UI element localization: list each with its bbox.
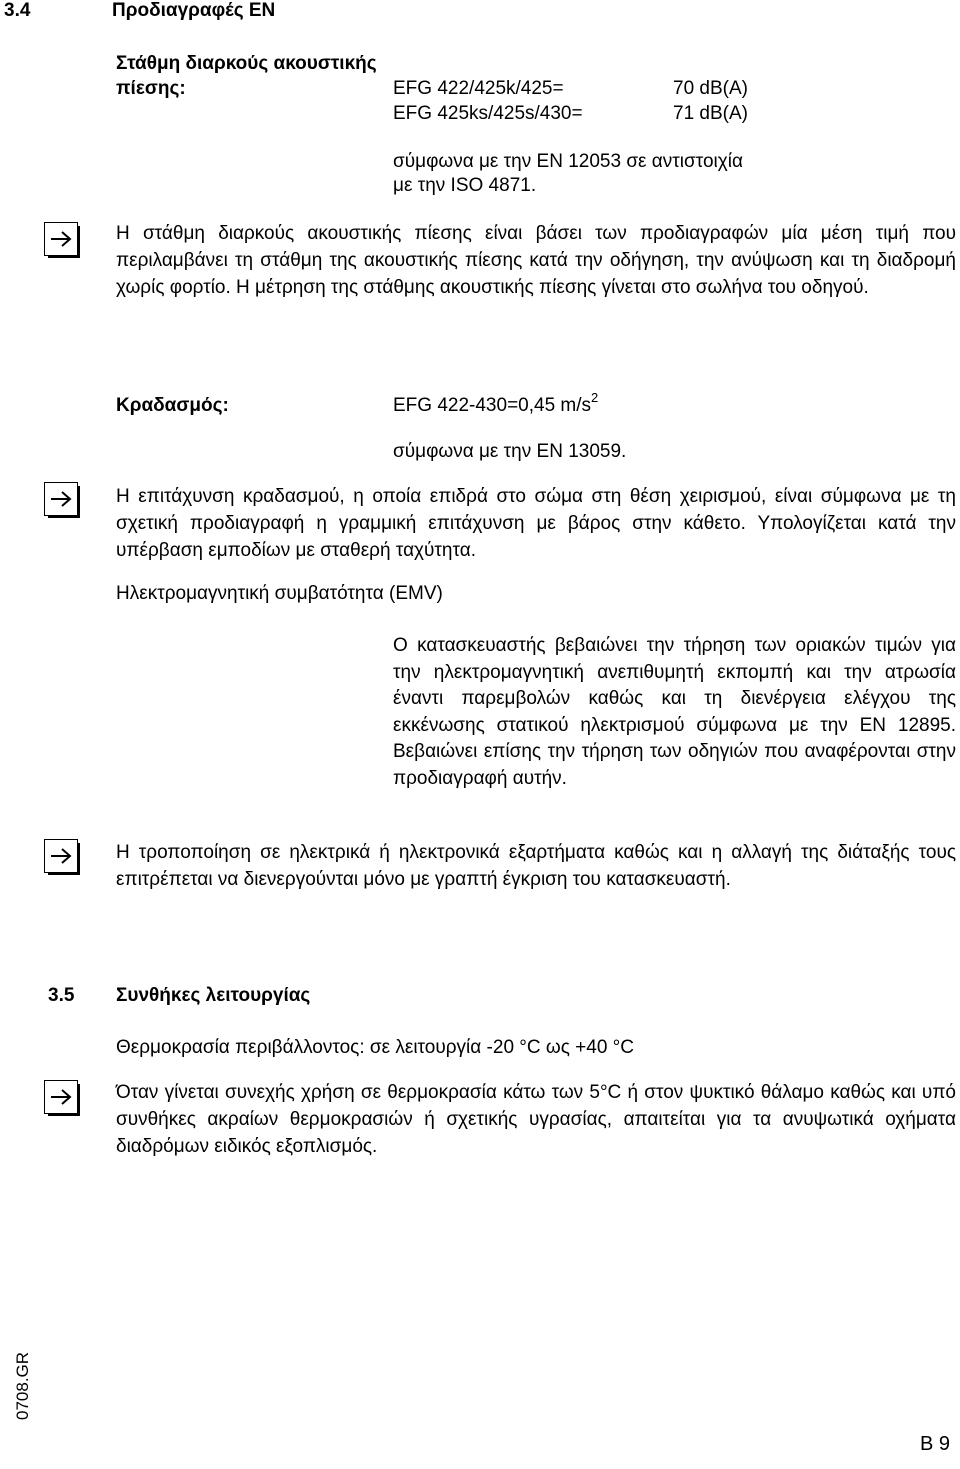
sound-value-2: 71 dB(A) (673, 103, 748, 124)
note-cold-conditions: Όταν γίνεται συνεχής χρήση σε θερμοκρασία κάτω των 5°C ή στον ψυκτικό θάλαμο καθώς και υπό συνθήκες ακραίων θερμοκρασιών ή σχετικής υγρασίας, απαιτείται για τα ανυψωτικά οχήματα διαδρόμων ειδικός εξοπλισμός. (116, 1082, 956, 1157)
note-arrow-box (44, 1080, 78, 1114)
note-vibration-explanation: Η επιτάχυνση κραδασμού, η οποία επιδρά στο σώμα στη θέση χειρισμού, είναι σύμφωνα με τη σχετική προδιαγραφή η γραμμική επιτάχυνση με βάρος στην κάθετο. Υπολογίζεται κατά την υπέρβαση εμποδίων με σταθερή ταχύτητα. (116, 486, 956, 561)
note-arrow-box (44, 839, 78, 873)
sound-standard-line1: σύμφωνα με την EN 12053 σε αντιστοιχία (393, 151, 743, 172)
sound-model-1: EFG 422/425k/425= (393, 78, 564, 99)
note-arrow-box (44, 482, 78, 516)
sound-label-line1: Στάθμη διαρκούς ακουστικής (116, 53, 377, 74)
vibration-label: Κραδασμός: (116, 395, 229, 416)
note-sound-explanation: Η στάθμη διαρκούς ακουστικής πίεσης είναι βάσει των προδιαγραφών μία μέση τιμή που περιλαμβάνει τη στάθμη της ακουστικής πίεσης κατά την οδήγηση, την ανύψωση και τη διαδρομή χωρίς φορτίο. Η μέτρηση της στάθμης ακουστικής πίεσης γίνεται στο σωλήνα του οδηγού. (116, 223, 956, 298)
sound-model-2: EFG 425ks/425s/430= (393, 103, 583, 124)
sound-value-1: 70 dB(A) (673, 78, 748, 99)
section-number: 3.4 (4, 0, 31, 21)
temperature-range: Θερμοκρασία περιβάλλοντος: σε λειτουργία -20 °C ως +40 °C (116, 1037, 634, 1058)
vibration-value-text: EFG 422-430=0,45 m/s (393, 395, 592, 416)
document-code: 0708.GR (13, 1351, 32, 1420)
vibration-standard: σύμφωνα με την EN 13059. (393, 441, 627, 462)
arrow-right-icon (49, 1087, 73, 1107)
emc-text: Ο κατασκευαστής βεβαιώνει την τήρηση των οριακών τιμών για την ηλεκτρομαγνητική ανεπιθυμητή εκπομπή και την ατρωσία έναντι παρεμβολών καθώς και τη διενέργεια ελέγχου της εκκένωσης στατικού ηλεκτρισμού σύμφωνα με την EN 12895. Βεβαιώνει επίσης την τήρηση των οδηγιών που αναφέρονται στην προδιαγραφή αυτήν. (393, 635, 956, 789)
vibration-value-exponent: 2 (591, 389, 599, 405)
arrow-right-icon (49, 229, 73, 249)
sound-label-line2: πίεσης: (116, 78, 186, 99)
arrow-right-icon (49, 846, 73, 866)
vibration-value (393, 389, 599, 419)
section-title: Συνθήκες λειτουργίας (116, 985, 311, 1006)
section-number: 3.5 (48, 985, 75, 1006)
sound-standard-line2: με την ISO 4871. (393, 175, 537, 196)
page-number: B 9 (920, 1433, 951, 1455)
note-modification: Η τροποποίηση σε ηλεκτρικά ή ηλεκτρονικά εξαρτήματα καθώς και η αλλαγή της διάταξής τους επιτρέπεται να διενεργούνται μόνο με γραπτή έγκριση του κατασκευαστή. (116, 842, 956, 890)
note-arrow-box (44, 222, 78, 256)
section-title: Προδιαγραφές EN (112, 0, 276, 21)
emc-heading: Ηλεκτρομαγνητική συμβατότητα (EMV) (116, 583, 443, 604)
arrow-right-icon (49, 489, 73, 509)
